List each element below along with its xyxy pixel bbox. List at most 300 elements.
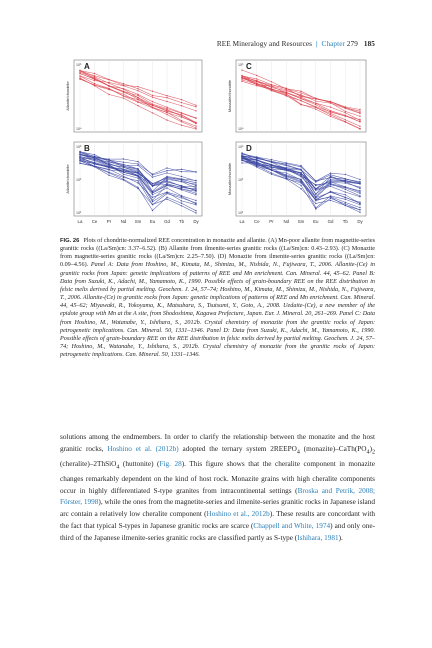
y-tick-label: 10⁴ (238, 127, 244, 131)
data-marker (166, 185, 167, 186)
data-marker (330, 192, 331, 193)
data-marker (108, 79, 109, 80)
data-marker (195, 204, 196, 205)
data-marker (300, 165, 301, 166)
y-axis-label: Monazite/chondrite (228, 162, 232, 196)
data-marker (315, 180, 316, 181)
data-marker (166, 181, 167, 182)
data-marker (94, 166, 95, 167)
data-marker (315, 103, 316, 104)
data-marker (315, 100, 316, 101)
data-marker (195, 210, 196, 211)
body-text-run: ), while the ones from the magnetite-series and ilmenite-series granitic rocks in Japanese island arc contain a relatively low cheralite component ( (60, 498, 375, 519)
data-marker (123, 179, 124, 180)
data-marker (359, 193, 360, 194)
data-marker (137, 187, 138, 188)
body-text-run: (monazite)–CaTh(PO (299, 444, 367, 453)
data-marker (195, 180, 196, 181)
data-marker (195, 182, 196, 183)
data-marker (345, 202, 346, 203)
data-marker (181, 102, 182, 103)
data-marker (359, 181, 360, 182)
data-marker (345, 203, 346, 204)
data-marker (286, 178, 287, 179)
data-marker (300, 166, 301, 167)
x-tick-label: Dy (357, 219, 363, 224)
data-marker (345, 174, 346, 175)
subscript: 2 (371, 449, 375, 456)
data-marker (181, 116, 182, 117)
data-marker (152, 97, 153, 98)
data-marker (271, 81, 272, 82)
data-marker (181, 176, 182, 177)
data-marker (256, 81, 257, 82)
data-marker (330, 116, 331, 117)
data-marker (79, 152, 80, 153)
data-marker (166, 187, 167, 188)
body-text-run: solutions among the endmembers. In order to clarify the relationship between the monazite and the host granitic rocks, (60, 433, 375, 453)
data-marker (359, 112, 360, 113)
data-marker (271, 161, 272, 162)
x-tick-label: Nd (120, 219, 127, 224)
data-marker (315, 208, 316, 209)
data-marker (359, 116, 360, 117)
data-marker (300, 188, 301, 189)
data-marker (241, 156, 242, 157)
data-marker (108, 169, 109, 170)
data-marker (79, 158, 80, 159)
panel-letter: A (84, 62, 90, 71)
data-marker (123, 177, 124, 178)
body-text-run: ). These results are concordant with the fact that typical S-types in Japanese granitic rocks are scarce ( (60, 510, 375, 530)
data-marker (286, 89, 287, 90)
data-marker (166, 114, 167, 115)
data-marker (256, 80, 257, 81)
data-marker (137, 88, 138, 89)
data-marker (137, 102, 138, 103)
citation-link[interactable]: Broska and Petrík, 2008; Förster, 1998 (60, 486, 375, 507)
data-marker (300, 104, 301, 105)
x-tick-label: Dy (193, 219, 199, 224)
data-marker (181, 185, 182, 186)
y-tick-label: 10² (76, 211, 82, 215)
x-tick-label: Pr (106, 219, 112, 224)
y-axis-label: Monazite/chondrite (228, 79, 232, 113)
data-marker (94, 73, 95, 74)
data-marker (315, 188, 316, 189)
x-tick-label: Sm (134, 219, 142, 224)
data-marker (152, 91, 153, 92)
body-text-run: adopted the ternary system 2REEPO (178, 444, 297, 453)
data-marker (79, 162, 80, 163)
data-marker (345, 199, 346, 200)
data-marker (181, 114, 182, 115)
data-marker (166, 198, 167, 199)
data-marker (108, 166, 109, 167)
caption-references: Panel A: Data from Hoshino, M., Kimata, M., Shimizu, M., Nishida, N., Fujiwara, T., 2006. Allanite-(Ce) in granitic rocks from Japan: genetic implications of patterns of REE and Mn enrichment. Can. Mineral. 44, 45–62. Panel B: Data from Suzuki, K., Adachi, M., Yamamoto, K., 1990. Possible effects of grain-boundary REE on the REE distribution in felsic melts derived by partial melting. Geochem. J. 24, 57–74; Hoshino, M., Kimata, M., Shimizu, M., Nishida, N., Fujiwara, T., 2006. Allanite-(Ce) in granitic rocks from Japan: genetic implications of patterns of REE and Mn enrichment. Can. Mineral. 44, 45–62; Miyawaki, R., Yokoyama, K., Matsubara, S., Tsutsumi, Y., Goto, A., 2008. Uedaite-(Ce), a new member of the epidote group with Mn at the A site, from Shodoshima, Kagawa Prefecture, Japan. Eur. J. Mineral. 20, 261–269. Panel C: Data from Hoshino, M., Watanabe, Y., Ishihara, S., 2012b. Crystal chemistry of monazite from the granitic rocks of Japan: petrogenetic implications. Can. Mineral. 50, 1331–1346. Panel D: Data from Suzuki, K., Adachi, M., Yamamoto, K., 1990. Possible effects of grain-boundary REE on the REE distribution in felsic melts derived by partial melting. Geochem. J. 24, 57–74; Hoshino, M., Watanabe, Y., Ishihara, S., 2012b. Crystal chemistry of monazite from the granitic rocks of Japan: petrogenetic implications. Can. Mineral. 50, 1331–1346. (60, 262, 375, 359)
data-marker (181, 179, 182, 180)
data-marker (195, 106, 196, 107)
data-marker (181, 181, 182, 182)
data-marker (359, 212, 360, 213)
data-marker (256, 85, 257, 86)
data-marker (152, 107, 153, 108)
x-tick-label: Ce (91, 219, 98, 224)
data-marker (152, 192, 153, 193)
data-marker (195, 194, 196, 195)
chapter-label: Chapter (321, 40, 345, 48)
data-marker (166, 172, 167, 173)
data-marker (300, 179, 301, 180)
data-marker (330, 102, 331, 103)
x-tick-label: La (239, 219, 245, 224)
data-marker (137, 86, 138, 87)
data-marker (195, 184, 196, 185)
data-marker (181, 197, 182, 198)
body-text-run: (huttonite) ( (119, 459, 160, 468)
data-marker (286, 174, 287, 175)
data-marker (359, 196, 360, 197)
data-marker (137, 182, 138, 183)
data-marker (181, 189, 182, 190)
data-marker (315, 203, 316, 204)
data-marker (79, 75, 80, 76)
data-marker (241, 78, 242, 79)
citation-link[interactable]: Hoshino et al. (2012b) (107, 444, 179, 453)
data-marker (166, 192, 167, 193)
citation-link[interactable]: Hoshino et al., 2012b (206, 510, 270, 519)
data-marker (137, 188, 138, 189)
data-marker (166, 119, 167, 120)
data-marker (123, 92, 124, 93)
data-marker (345, 182, 346, 183)
data-marker (359, 179, 360, 180)
data-marker (256, 156, 257, 157)
data-marker (345, 191, 346, 192)
data-marker (315, 184, 316, 185)
data-marker (359, 202, 360, 203)
data-marker (94, 80, 95, 81)
data-marker (152, 174, 153, 175)
data-marker (79, 154, 80, 155)
data-marker (181, 195, 182, 196)
data-marker (330, 113, 331, 114)
data-marker (166, 167, 167, 168)
data-marker (94, 83, 95, 84)
data-marker (137, 161, 138, 162)
chapter-number: 279 (346, 40, 358, 48)
data-marker (330, 196, 331, 197)
data-marker (195, 125, 196, 126)
data-marker (300, 185, 301, 186)
data-marker (79, 79, 80, 80)
data-marker (315, 194, 316, 195)
data-marker (79, 70, 80, 71)
data-marker (166, 107, 167, 108)
data-marker (359, 120, 360, 121)
data-marker (195, 110, 196, 111)
data-marker (152, 185, 153, 186)
data-marker (286, 163, 287, 164)
data-marker (315, 190, 316, 191)
data-marker (241, 162, 242, 163)
x-tick-label: Eu (313, 219, 319, 224)
running-head (60, 40, 375, 48)
data-marker (108, 167, 109, 168)
data-marker (181, 105, 182, 106)
data-marker (152, 104, 153, 105)
data-marker (359, 111, 360, 112)
data-marker (123, 93, 124, 94)
panel-letter: D (246, 144, 252, 153)
data-marker (166, 197, 167, 198)
data-marker (271, 164, 272, 165)
data-marker (359, 187, 360, 188)
data-marker (315, 106, 316, 107)
data-marker (137, 173, 138, 174)
data-marker (271, 167, 272, 168)
data-marker (108, 88, 109, 89)
data-marker (345, 179, 346, 180)
data-marker (345, 107, 346, 108)
y-tick-label: 10² (238, 211, 244, 215)
data-marker (286, 88, 287, 89)
figure-link[interactable]: Fig. 28 (159, 459, 182, 468)
data-marker (152, 95, 153, 96)
data-marker (181, 200, 182, 201)
data-marker (108, 172, 109, 173)
body-text-run: ) and only one-third of the Japanese ilmenite-series granitic rocks are classified partly as S-type ( (60, 521, 375, 542)
data-marker (137, 163, 138, 164)
data-marker (195, 186, 196, 187)
data-marker (181, 205, 182, 206)
data-marker (152, 183, 153, 184)
data-marker (330, 174, 331, 175)
data-marker (300, 97, 301, 98)
citation-link[interactable]: Ishihara, 1981 (297, 533, 339, 542)
body-text-run: ) (369, 444, 372, 453)
data-marker (79, 157, 80, 158)
data-marker (94, 157, 95, 158)
x-tick-label: Tb (178, 219, 185, 224)
data-marker (137, 180, 138, 181)
x-tick-label: Eu (149, 219, 156, 224)
subscript: 4 (296, 449, 300, 456)
data-marker (256, 163, 257, 164)
data-marker (300, 95, 301, 96)
data-marker (300, 91, 301, 92)
y-tick-label: 10⁶ (238, 145, 244, 149)
y-tick-label: 10⁶ (238, 63, 244, 67)
data-marker (286, 176, 287, 177)
data-marker (137, 168, 138, 169)
data-marker (271, 89, 272, 90)
data-marker (181, 188, 182, 189)
data-marker (123, 169, 124, 170)
data-marker (166, 95, 167, 96)
x-tick-label: Nd (283, 219, 290, 224)
data-marker (181, 120, 182, 121)
data-marker (123, 162, 124, 163)
data-marker (195, 188, 196, 189)
data-marker (345, 119, 346, 120)
data-marker (123, 83, 124, 84)
data-marker (359, 183, 360, 184)
data-marker (195, 117, 196, 118)
data-marker (345, 112, 346, 113)
data-marker (359, 191, 360, 192)
x-tick-label: Tb (342, 219, 348, 224)
data-marker (271, 85, 272, 86)
y-tick-label: 10³ (76, 178, 82, 182)
data-marker (123, 97, 124, 98)
data-marker (94, 162, 95, 163)
data-marker (195, 190, 196, 191)
data-marker (181, 112, 182, 113)
data-marker (330, 110, 331, 111)
data-marker (256, 78, 257, 79)
data-marker (271, 172, 272, 173)
data-marker (195, 193, 196, 194)
data-marker (137, 105, 138, 106)
data-marker (345, 205, 346, 206)
book-title: REE Mineralogy and Resources (216, 40, 313, 48)
data-marker (241, 79, 242, 80)
data-marker (166, 97, 167, 98)
data-marker (181, 169, 182, 170)
data-marker (152, 112, 153, 113)
data-marker (94, 159, 95, 160)
y-axis-label: Allanite/chondrite (66, 81, 70, 111)
subscript: 4 (366, 449, 370, 456)
data-marker (359, 203, 360, 204)
data-marker (359, 209, 360, 210)
y-tick-label: 10⁶ (76, 63, 82, 67)
data-marker (181, 99, 182, 100)
data-marker (137, 165, 138, 166)
data-marker (241, 158, 242, 159)
data-marker (300, 100, 301, 101)
data-marker (137, 94, 138, 95)
data-marker (359, 207, 360, 208)
data-marker (166, 177, 167, 178)
data-marker (181, 125, 182, 126)
data-marker (300, 98, 301, 99)
data-marker (195, 105, 196, 106)
data-marker (359, 190, 360, 191)
citation-link[interactable]: Chappell and White, 1974 (253, 521, 331, 530)
data-marker (330, 182, 331, 183)
data-marker (152, 210, 153, 211)
data-marker (256, 84, 257, 85)
body-text-run: ). This figure shows that the cheralite component in monazite changes remarkably dependent on the kind of host rock. Monazite grains with high cheralite components occur in highly differentiated S-type granites from intracontinental settings ( (60, 459, 375, 495)
data-marker (166, 109, 167, 110)
body-text-run: (cheralite)–2ThSiO (60, 459, 117, 468)
x-tick-label: Gd (327, 219, 334, 224)
data-marker (330, 173, 331, 174)
data-marker (152, 197, 153, 198)
figure-26 (56, 56, 378, 232)
header-separator: | (315, 40, 318, 48)
data-marker (195, 122, 196, 123)
data-marker (166, 111, 167, 112)
data-marker (108, 163, 109, 164)
data-marker (256, 159, 257, 160)
data-marker (123, 95, 124, 96)
data-marker (181, 203, 182, 204)
data-marker (123, 176, 124, 177)
data-marker (286, 172, 287, 173)
data-marker (123, 85, 124, 86)
data-marker (152, 101, 153, 102)
data-marker (241, 81, 242, 82)
data-marker (94, 76, 95, 77)
data-marker (286, 90, 287, 91)
data-marker (315, 199, 316, 200)
data-marker (94, 84, 95, 85)
subscript: 4 (116, 464, 120, 471)
data-marker (271, 87, 272, 88)
panel-letter: C (246, 62, 252, 71)
data-marker (315, 98, 316, 99)
body-paragraph (60, 432, 375, 544)
data-marker (79, 72, 80, 73)
data-marker (241, 153, 242, 154)
data-marker (241, 75, 242, 76)
data-marker (300, 174, 301, 175)
data-marker (108, 83, 109, 84)
data-marker (123, 167, 124, 168)
data-marker (330, 114, 331, 115)
y-axis-label: Allanite/chondrite (66, 164, 70, 194)
data-marker (345, 115, 346, 116)
data-marker (271, 169, 272, 170)
caption-text: Plots of chondrite-normalized REE concentration in monazite and allanite. (A) Mn-poor allanite from magnetite-series granitic rocks ((La/Sm)cn: 3.37–6.52). (B) Allanite from ilmenite-series granitic rocks ((La/Sm)cn: 0.43–2.93). (C) Monazite from magnetite-series granitic rocks ((La/Sm)cn: 2.25–7.50). (D) Monazite from ilmenite-series granitic rocks ((La/Sm)cn: 0.09–4.56). (60, 238, 375, 269)
data-marker (137, 97, 138, 98)
ree-plot-figure (56, 56, 378, 232)
data-marker (79, 160, 80, 161)
data-marker (300, 182, 301, 183)
data-marker (195, 171, 196, 172)
y-tick-label: 10⁶ (76, 145, 82, 149)
data-marker (300, 172, 301, 173)
x-tick-label: Gd (164, 219, 170, 224)
y-tick-label: 10³ (238, 178, 244, 182)
data-marker (108, 158, 109, 159)
data-marker (137, 177, 138, 178)
data-marker (108, 161, 109, 162)
data-marker (256, 161, 257, 162)
data-marker (345, 197, 346, 198)
data-marker (286, 168, 287, 169)
data-marker (345, 194, 346, 195)
data-marker (315, 197, 316, 198)
data-marker (271, 159, 272, 160)
data-marker (271, 174, 272, 175)
x-tick-label: La (77, 219, 83, 224)
data-marker (359, 121, 360, 122)
data-marker (315, 104, 316, 105)
data-marker (166, 101, 167, 102)
body-text-run: ). (338, 533, 343, 542)
data-marker (123, 89, 124, 90)
data-marker (108, 175, 109, 176)
data-marker (123, 174, 124, 175)
data-marker (300, 169, 301, 170)
data-marker (241, 69, 242, 70)
data-marker (330, 101, 331, 102)
data-marker (137, 175, 138, 176)
